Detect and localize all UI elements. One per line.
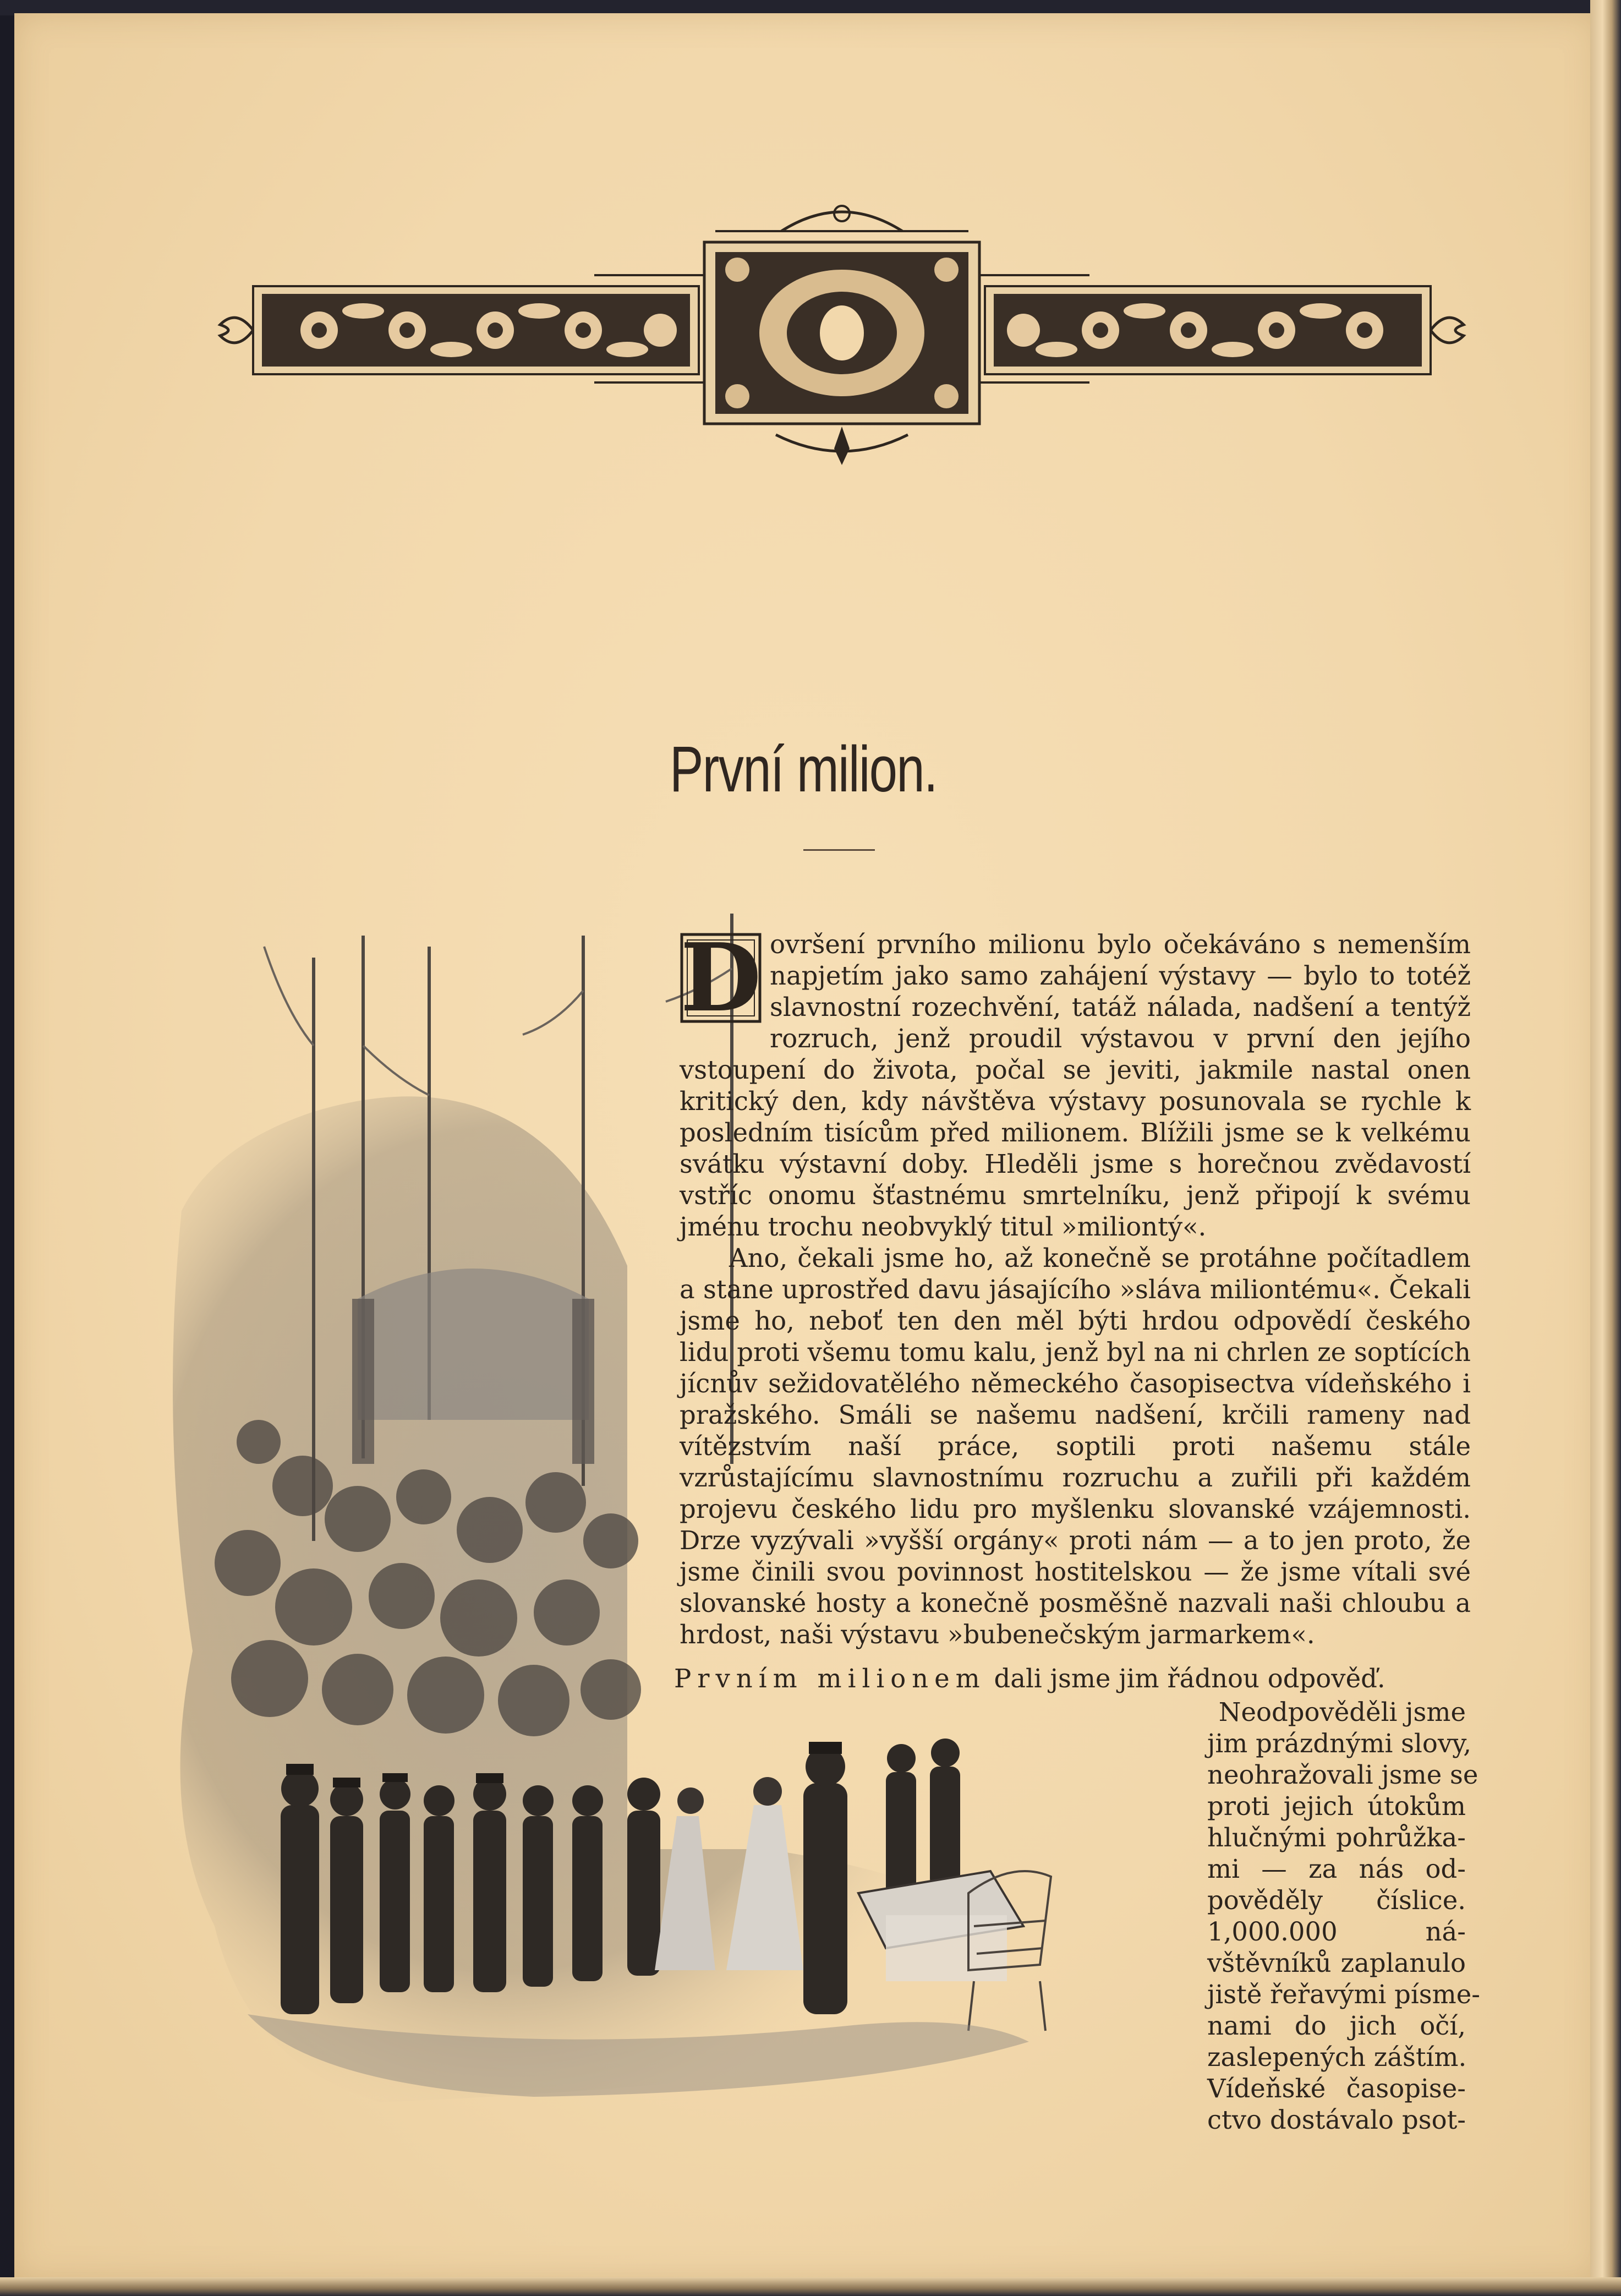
column-line: jistě řeřavými písme- — [1207, 1980, 1480, 2009]
drop-cap-letter: D — [680, 923, 762, 1033]
narrow-column-text — [1207, 1697, 1480, 2136]
column-line: neohražovali jsme se — [1207, 1760, 1478, 1790]
page-edge-bottom — [0, 2277, 1621, 2296]
paragraph-3-first-line — [674, 1663, 1477, 1694]
column-line: zaslepených záštím. — [1207, 2042, 1467, 2072]
column-line: proti jejich útokům — [1207, 1791, 1466, 1821]
paragraph-1: ovršení prvního milionu bylo očekáváno s nemenším napjetím jako samo zahájení výstavy — bylo to totéž slavnostní rozechvění, tatáž nálada, nadšení a tentýž rozruch, jenž proudil výstavou v první den jejího vstoupení do života, počal se jeviti, jakmile nastal onen kritický den, kdy návštěva výstavy posunovala se rychle k posledním tisícům před milionem. Blížili jsme se k velkému svátku výstavní doby. Hleděli jsme s horečnou zvědavostí vstříc onomu šťastnému smrtelníku, jenž připojí k svému jménu trochu neobvyklý titul »miliontý«. — [680, 930, 1471, 1242]
column-line: nami do jich očí, — [1207, 2011, 1466, 2041]
main-text-block — [680, 923, 1471, 1650]
column-line: pověděly číslice. — [1207, 1885, 1466, 1915]
column-line: ctvo dostávalo psot- — [1207, 2105, 1466, 2135]
column-line: vštěvníků zaplanulo — [1207, 1948, 1466, 1978]
column-line: hlučnými pohrůžka- — [1207, 1823, 1466, 1852]
column-line: jim prázdnými slovy, — [1207, 1729, 1471, 1758]
title-rule — [803, 849, 875, 851]
column-line: mi — za nás od- — [1207, 1854, 1466, 1884]
page-title: První milion. — [669, 733, 938, 806]
paragraph-2: Ano, čekali jsme ho, až konečně se protáhne počítadlem a stane uprostřed davu jásajícího »sláva miliontému«. Čekali jsme ho, neboť ten den měl býti hrdou odpovědí českého lidu proti všemu tomu kalu, jenž byl na ni chrlen ze soptících jícnův sežidovatělého německého časopisectva vídeňského i pražského. Smáli se našemu nadšení, krčili rameny nad vítězstvím naší práce, soptili proti našemu stále vzrůstajícímu slavnostnímu rozruchu a zuřili při každém projevu českého lidu pro myšlenku slovanské vzájemnosti. Drze vyzývali »vyšší orgány« proti nám — a to jen proto, že jsme činili svou povinnost hostitelskou — že jsme vítali své slovanské hosty a konečně posměšně nazvali naši chloubu a hrdost, naši výstavu »bubenečským jarmarkem«. — [680, 1243, 1471, 1649]
column-line: Vídeňské časopise- — [1207, 2074, 1466, 2103]
paragraph-3-rest: dali jsme jim řádnou odpověď. — [994, 1664, 1385, 1693]
paragraph-3-spaced-phrase: Prvním milionem — [674, 1664, 986, 1693]
column-line: Neodpověděli jsme — [1218, 1697, 1466, 1727]
drop-cap — [680, 923, 762, 1033]
ornamental-headpiece — [209, 193, 1475, 479]
page-edge-right — [1590, 0, 1621, 2296]
column-line: 1,000.000 ná- — [1207, 1917, 1466, 1947]
